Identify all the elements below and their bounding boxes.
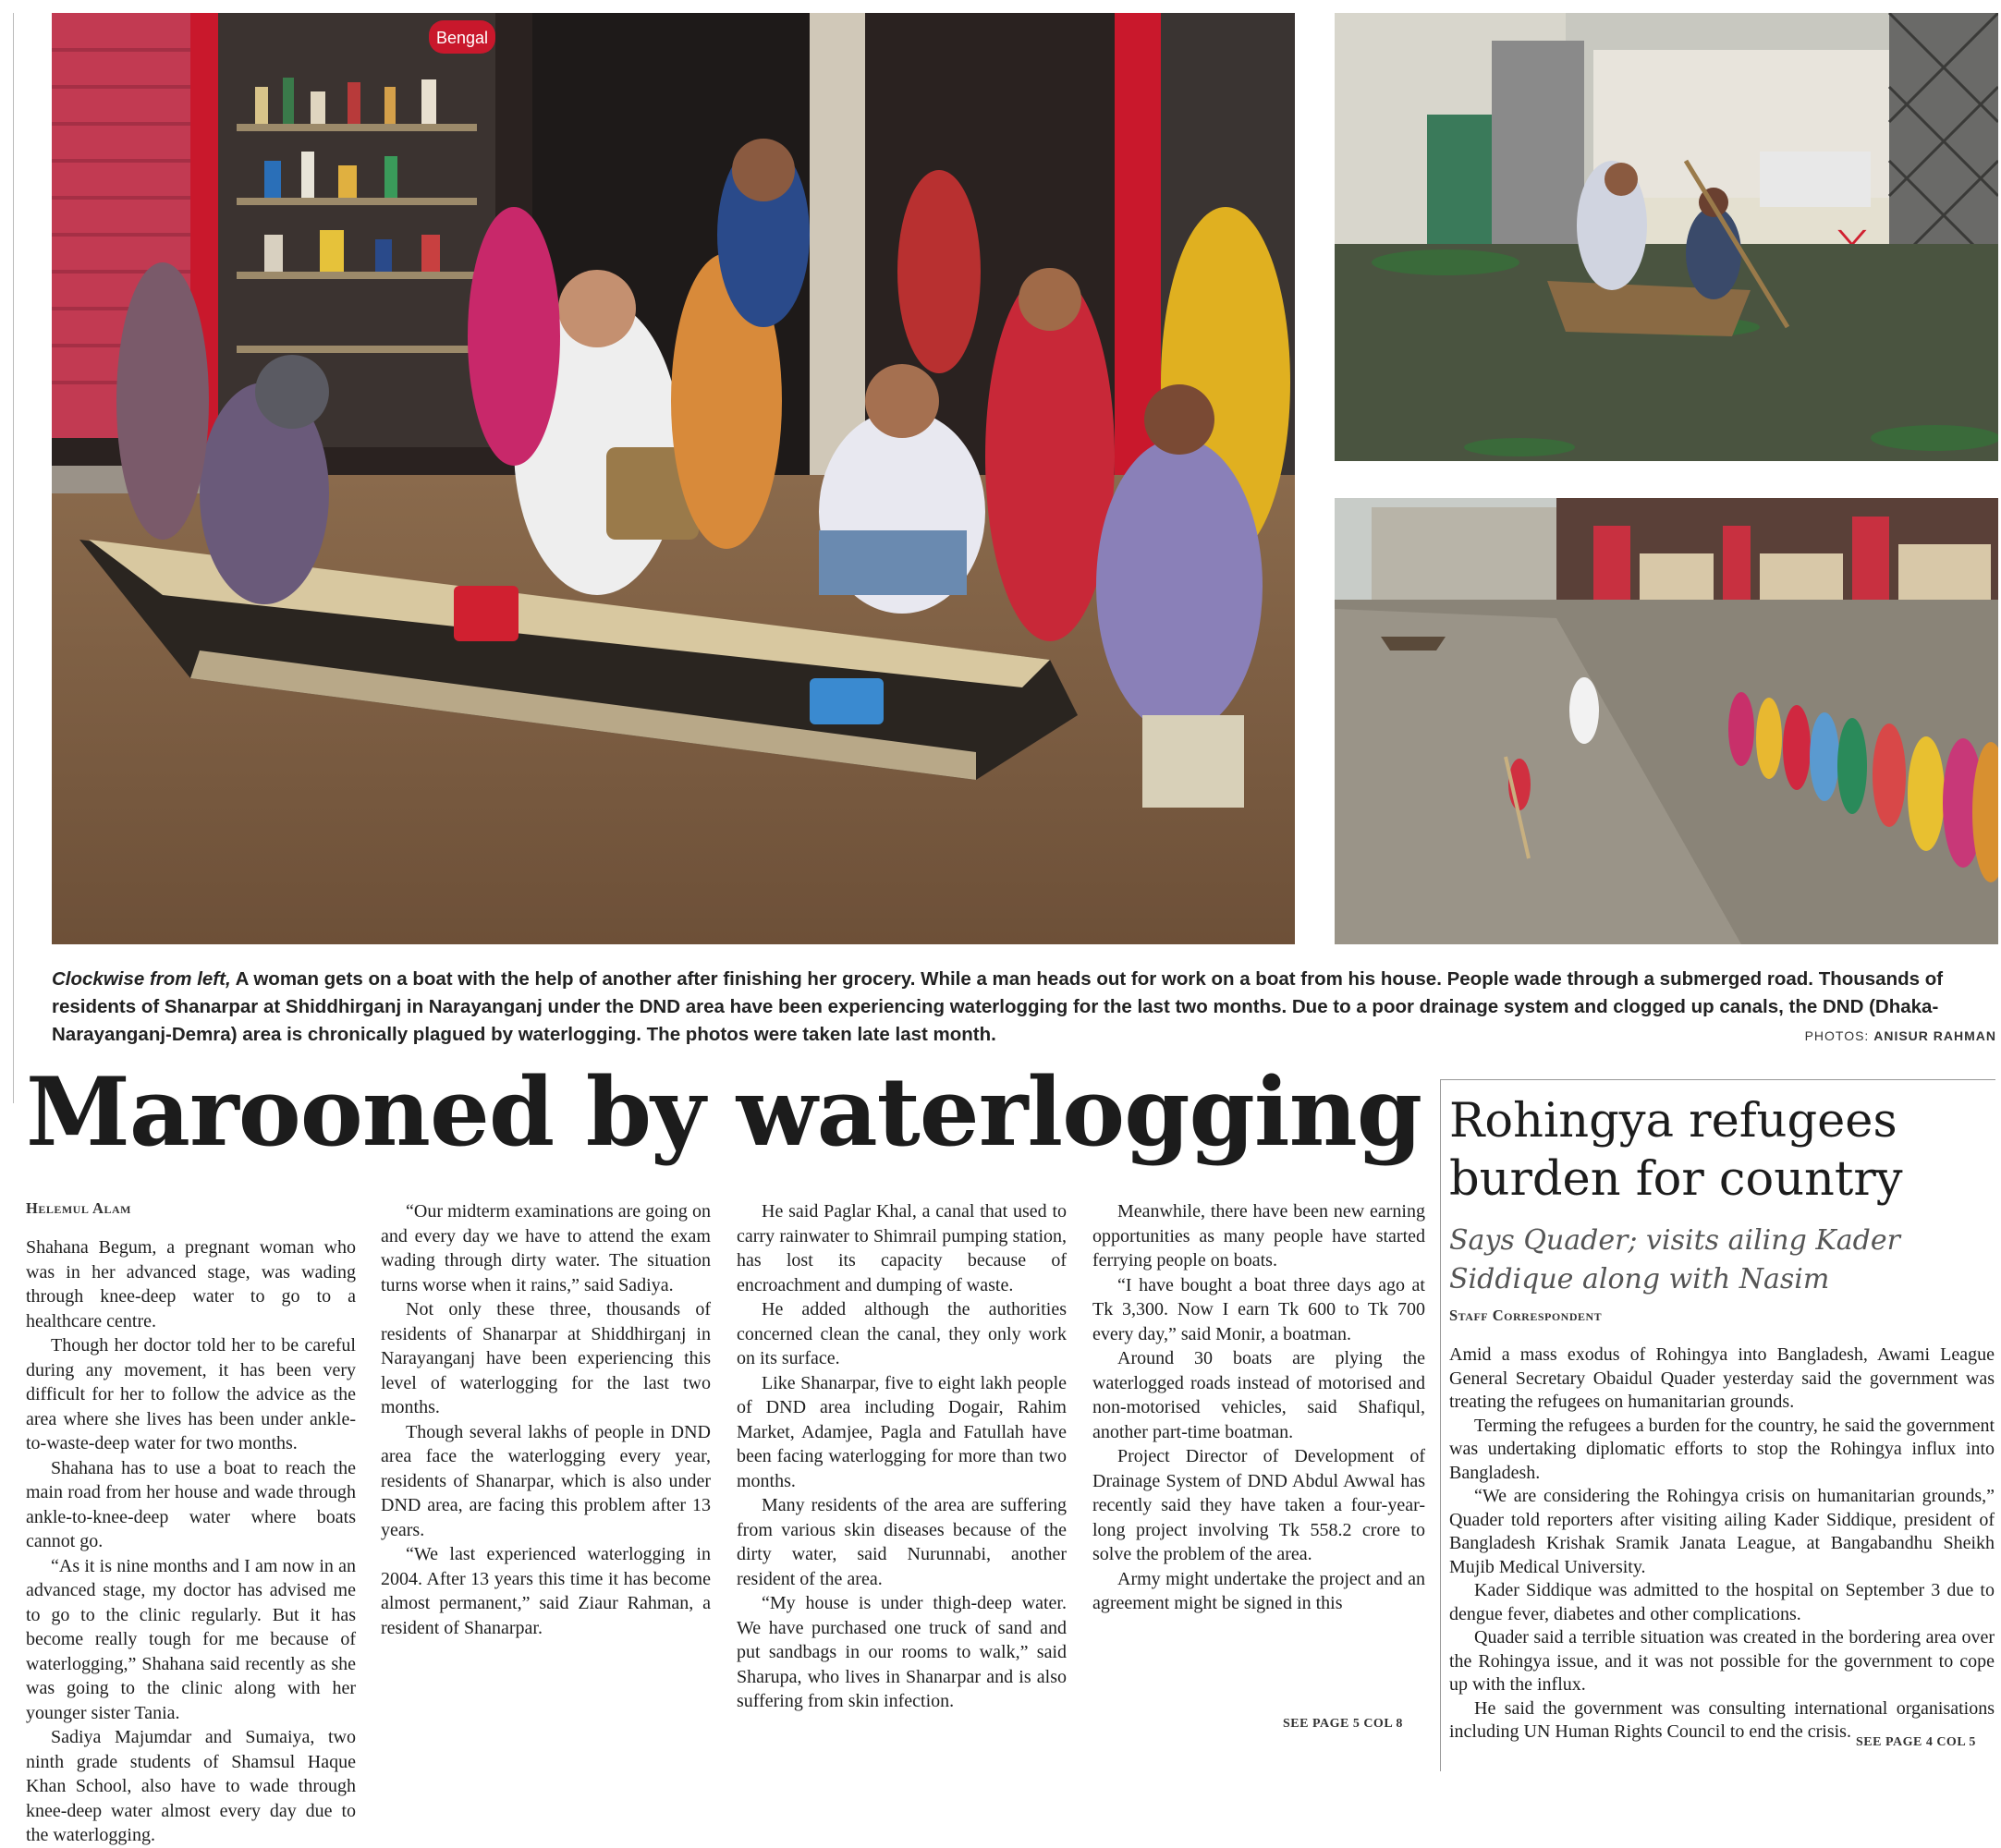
story-paragraph: “I have bought a boat three days ago at Tk 3,300. Now I earn Tk 600 to Tk 700 every day,” said Monir, a boatman.: [1092, 1274, 1425, 1344]
caption-text: A woman gets on a boat with the help of another after finishing her grocery. While a man heads out for work on a boat from his house. People wade through a submerged road. Thousands of residents of Shanarpar at Shiddhirganj in Narayanganj under the DND area have been experiencing waterlogging for the last two months. Due to a poor drainage system and clogged up canals, the DND (Dhaka-Narayanganj-Demra) area is chronically plagued by waterlogging. The photos were taken late last month.: [52, 968, 1944, 1045]
photo-caption: [52, 966, 1996, 1049]
story-paragraph: Around 30 boats are plying the waterlogged roads instead of motorised and non-motorised vehicles, said Shafiqul, another part-time boatman.: [1092, 1348, 1425, 1442]
side-deck: Says Quader; visits ailing Kader Siddique along with Nasim: [1449, 1224, 1900, 1295]
photo-man-on-boat: [1335, 13, 1998, 461]
story-paragraph: Sadiya Majumdar and Sumaiya, two ninth grade students of Shamsul Haque Khan School, also have to wade through knee-deep water almost every day due to the waterlogging.: [26, 1727, 356, 1845]
side-paragraph: He said the government was consulting international organisations including UN Human Rights Council to end the crisis.: [1449, 1697, 1995, 1742]
side-byline: Staff Correspondent: [1449, 1307, 1603, 1324]
photo-boat-boarding: [52, 13, 1295, 944]
story-paragraph: He added although the authorities concerned clean the canal, they only work on its surface.: [737, 1299, 1067, 1368]
page-left-rule: [13, 13, 14, 1103]
story-paragraph: Army might undertake the project and an agreement might be signed in this: [1092, 1568, 1425, 1613]
story-paragraph: Not only these three, thousands of residents of Shanarpar at Shiddhirganj in Narayanganj have been experiencing this level of waterlogging for the last two months.: [381, 1299, 711, 1417]
side-story-column: [1449, 1343, 1995, 1745]
story-paragraph: Meanwhile, there have been new earning opportunities as many people have started ferrying people on boats.: [1092, 1201, 1425, 1270]
story-paragraph: Though several lakhs of people in DND area face the waterlogging every year, residents of Shanarpar, which is also under DND area, are facing this problem after 13 years.: [381, 1421, 711, 1540]
story-paragraph: “Our midterm examinations are going on and every day we have to attend the exam wading through dirty water. The situation turns worse when it rains,” said Sadiya.: [381, 1201, 711, 1295]
caption-lead: Clockwise from left,: [52, 968, 231, 990]
story-paragraph: Like Shanarpar, five to eight lakh people of DND area including Dogair, Rahim Market, Adamjee, Pagla and Fatullah have been facing waterlogging for more than two months.: [737, 1372, 1067, 1491]
story-paragraph: Shahana Begum, a pregnant woman who was in her advanced stage, was wading through knee-deep water to go to a healthcare centre.: [26, 1237, 356, 1331]
story-column-3: [737, 1199, 1067, 1714]
story-paragraph: “We last experienced waterlogging in 2004. After 13 years this time it has become almost permanent,” said Ziaur Rahman, a resident of Shanarpar.: [381, 1544, 711, 1638]
main-story-jump-link[interactable]: SEE PAGE 5 COL 8: [1283, 1717, 1403, 1731]
story-paragraph: Many residents of the area are suffering from various skin diseases because of the dirty water, said Nurunnabi, another resident of the area.: [737, 1495, 1067, 1589]
credit-label: PHOTOS:: [1804, 1028, 1870, 1043]
story-paragraph: He said Paglar Khal, a canal that used to carry rainwater to Shimrail pumping station, has lost its capacity because of encroachment and dumping of waste.: [737, 1201, 1067, 1295]
story-paragraph: Shahana has to use a boat to reach the main road from her house and wade through ankle-to-knee-deep water where boats cannot go.: [26, 1457, 356, 1551]
side-paragraph: “We are considering the Rohingya crisis on humanitarian grounds,” Quader told reporters after visiting ailing Kader Siddique, president of Bangladesh Krishak Sramik Janata League, at Bangabandhu Sheikh Mujib Medical University.: [1449, 1486, 1995, 1577]
story-paragraph: “My house is under thigh-deep water. We have purchased one truck of sand and put sandbags in our rooms to walk,” said Sharupa, who lives in Shanarpar and is also suffering from skin infection.: [737, 1593, 1067, 1711]
story-paragraph: “As it is nine months and I am now in an advanced stage, my doctor has advised me to go to the clinic regularly. But it has become really tough for me because of waterlogging,” Shahana said recently as she was going to the clinic along with her younger sister Tania.: [26, 1555, 356, 1723]
main-byline: Helemul Alam: [26, 1199, 131, 1217]
photo-credit: [1805, 1028, 1996, 1043]
story-column-1: [26, 1235, 356, 1848]
side-paragraph: Kader Siddique was admitted to the hospital on September 3 due to dengue fever, diabetes and other complications.: [1449, 1580, 1995, 1624]
side-paragraph: Quader said a terrible situation was created in the bordering area over the Rohingya issue, and it was not possible for the government to cope up with the influx.: [1449, 1627, 1995, 1695]
side-paragraph: Terming the refugees a burden for the country, he said the government was undertaking diplomatic efforts to stop the Rohingya influx into Bangladesh.: [1449, 1415, 1995, 1483]
side-paragraph: Amid a mass exodus of Rohingya into Bangladesh, Awami League General Secretary Obaidul Quader yesterday said the government was treating the refugees on humanitarian grounds.: [1449, 1344, 1995, 1412]
story-column-2: [381, 1199, 711, 1640]
shop-sign: Bengal: [435, 29, 489, 47]
main-headline: Marooned by waterlogging: [26, 1057, 1422, 1168]
side-headline: Rohingya refugees burden for country: [1449, 1094, 1903, 1207]
story-paragraph: Project Director of Development of Drainage System of DND Abdul Awwal has recently said they have taken a four-year-long project involving Tk 558.2 crore to solve the problem of the area.: [1092, 1446, 1425, 1564]
photo-wading-road: [1335, 498, 1998, 944]
story-column-4: [1092, 1199, 1425, 1616]
side-story-jump-link[interactable]: SEE PAGE 4 COL 5: [1856, 1735, 1976, 1749]
story-paragraph: Though her doctor told her to be careful during any movement, it has been very difficult for her to follow the advice as the area where she lives has been under ankle-to-waste-deep water for two months.: [26, 1335, 356, 1453]
credit-name: ANISUR RAHMAN: [1873, 1028, 1996, 1043]
